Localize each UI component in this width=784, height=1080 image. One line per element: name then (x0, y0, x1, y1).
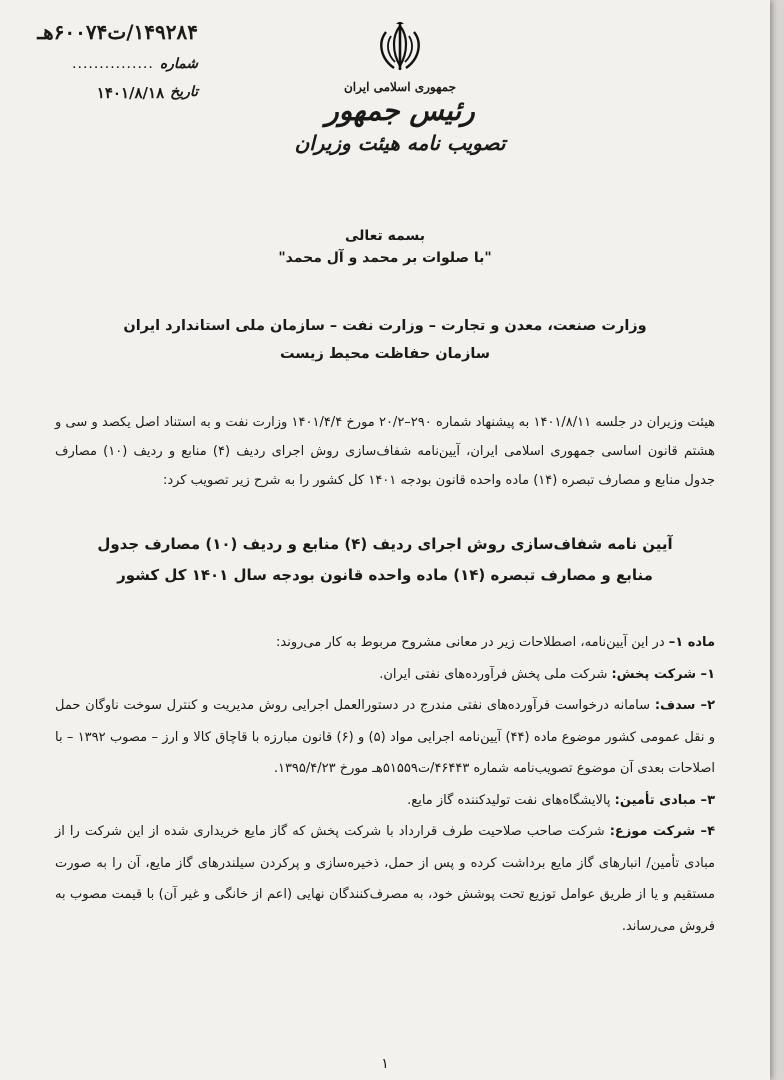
articles (55, 627, 715, 942)
recipients (55, 312, 715, 368)
definition-1-head: ۱– شرکت پخش: (611, 666, 715, 682)
document-body (55, 228, 715, 942)
date-label: تاریخ (170, 84, 198, 100)
bismillah: بسمه تعالی (344, 228, 426, 244)
definition-3-head: ۳– مبادی تأمین: (614, 792, 715, 808)
regulation-title-line-2: منابع و مصارف تبصره (۱۴) ماده واحده قانون بودجه سال ۱۴۰۱ کل کشور (117, 566, 653, 584)
reference-block (18, 20, 198, 102)
article-1 (55, 627, 715, 659)
definition-4 (55, 816, 715, 942)
recipients-line-1: وزارت صنعت، معدن و تجارت – وزارت نفت – سازمان ملی استاندارد ایران (123, 318, 647, 334)
intro-paragraph: هیئت وزیران در جلسه ۱۴۰۱/۸/۱۱ به پیشنهاد شماره ۲۹۰–۲۰/۲ مورخ ۱۴۰۱/۴/۴ وزارت نفت و به استناد اصل یکصد و سی و هشتم قانون اساسی جمهوری اسلامی ایران، آیین‌نامه شفاف‌سازی روش اجرای ردیف (۴) منابع و ردیف (۱۰) مصارف جدول منابع و مصارف تبصره (۱۴) ماده واحده قانون بودجه ۱۴۰۱ کل کشور را به شرح زیر تصویب کرد: (55, 415, 715, 488)
definition-3 (55, 785, 715, 817)
salavat: "با صلوات بر محمد و آل محمد" (278, 250, 492, 266)
definition-4-head: ۴– شرکت موزع: (609, 824, 715, 839)
regulation-title-line-1: آیین نامه شفاف‌سازی روش اجرای ردیف (۴) منابع و ردیف (۱۰) مصارف جدول (97, 535, 673, 553)
definition-3-text: پالایشگاه‌های نفت تولیدکننده گاز مایع. (407, 792, 615, 808)
recipients-line-2: سازمان حفاظت محیط زیست (279, 346, 491, 362)
letterhead (250, 22, 550, 155)
definition-1-text: شرکت ملی پخش فرآورده‌های نفتی ایران. (379, 666, 612, 682)
article-1-head: ماده ۱– (668, 635, 715, 650)
republic-label: جمهوری اسلامی ایران (343, 80, 457, 94)
article-1-text: در این آیین‌نامه، اصطلاحات زیر در معانی مشروح مربوط به کار می‌روند: (276, 635, 669, 650)
definition-2-text: سامانه درخواست فرآورده‌های نفتی مندرج در دستورالعمل اجرایی روش مدیریت و کنترل سوخت ناوگان حمل و نقل عمومی کشور موضوع ماده (۴۴) آیین‌نامه اجرایی مواد (۵) و (۶) قانون مبارزه با قاچاق کالا و ارز – مصوب ۱۳۹۲ – با اصلاحات بعدی آن موضوع تصویب‌نامه شماره ۴۶۴۴۳/ت۵۱۵۵۹هـ مورخ ۱۳۹۵/۴/۲۳. (55, 698, 716, 776)
definition-2 (55, 690, 715, 785)
page-number: ۱ (381, 1056, 389, 1072)
regulation-title (55, 529, 715, 591)
date-value: ۱۴۰۱/۸/۱۸ (96, 84, 165, 102)
number-dots: ............... (72, 56, 154, 72)
definition-1 (55, 659, 715, 691)
president-title: رئیس جمهور (325, 94, 475, 127)
number-row (18, 56, 198, 72)
iran-emblem-icon (372, 22, 428, 74)
definition-2-head: ۲– سدف: (654, 698, 715, 713)
reference-number: ۱۴۹۲۸۴/ت۶۰۰۷۴هـ (37, 20, 198, 44)
definition-4-text: شرکت صاحب صلاحیت طرف قرارداد با شرکت پخش که گاز مایع خریداری شده از این شرکت را از مبادی تأمین/ انبارهای گاز مایع برداشت کرده و پس از حمل، ذخیره‌سازی و پرکردن سیلندرهای گاز مایع، آن را به صورت مستقیم و یا از طریق عوامل توزیع تحت پوشش خود، به مصرف‌کنندگان نهایی (اعم از خانگی و غیر آن) با قیمت مصوب به فروش می‌رساند. (55, 824, 715, 934)
cabinet-title: تصویب نامه هیئت وزیران (294, 130, 506, 155)
number-label: شماره (159, 56, 198, 72)
date-row (18, 84, 198, 102)
